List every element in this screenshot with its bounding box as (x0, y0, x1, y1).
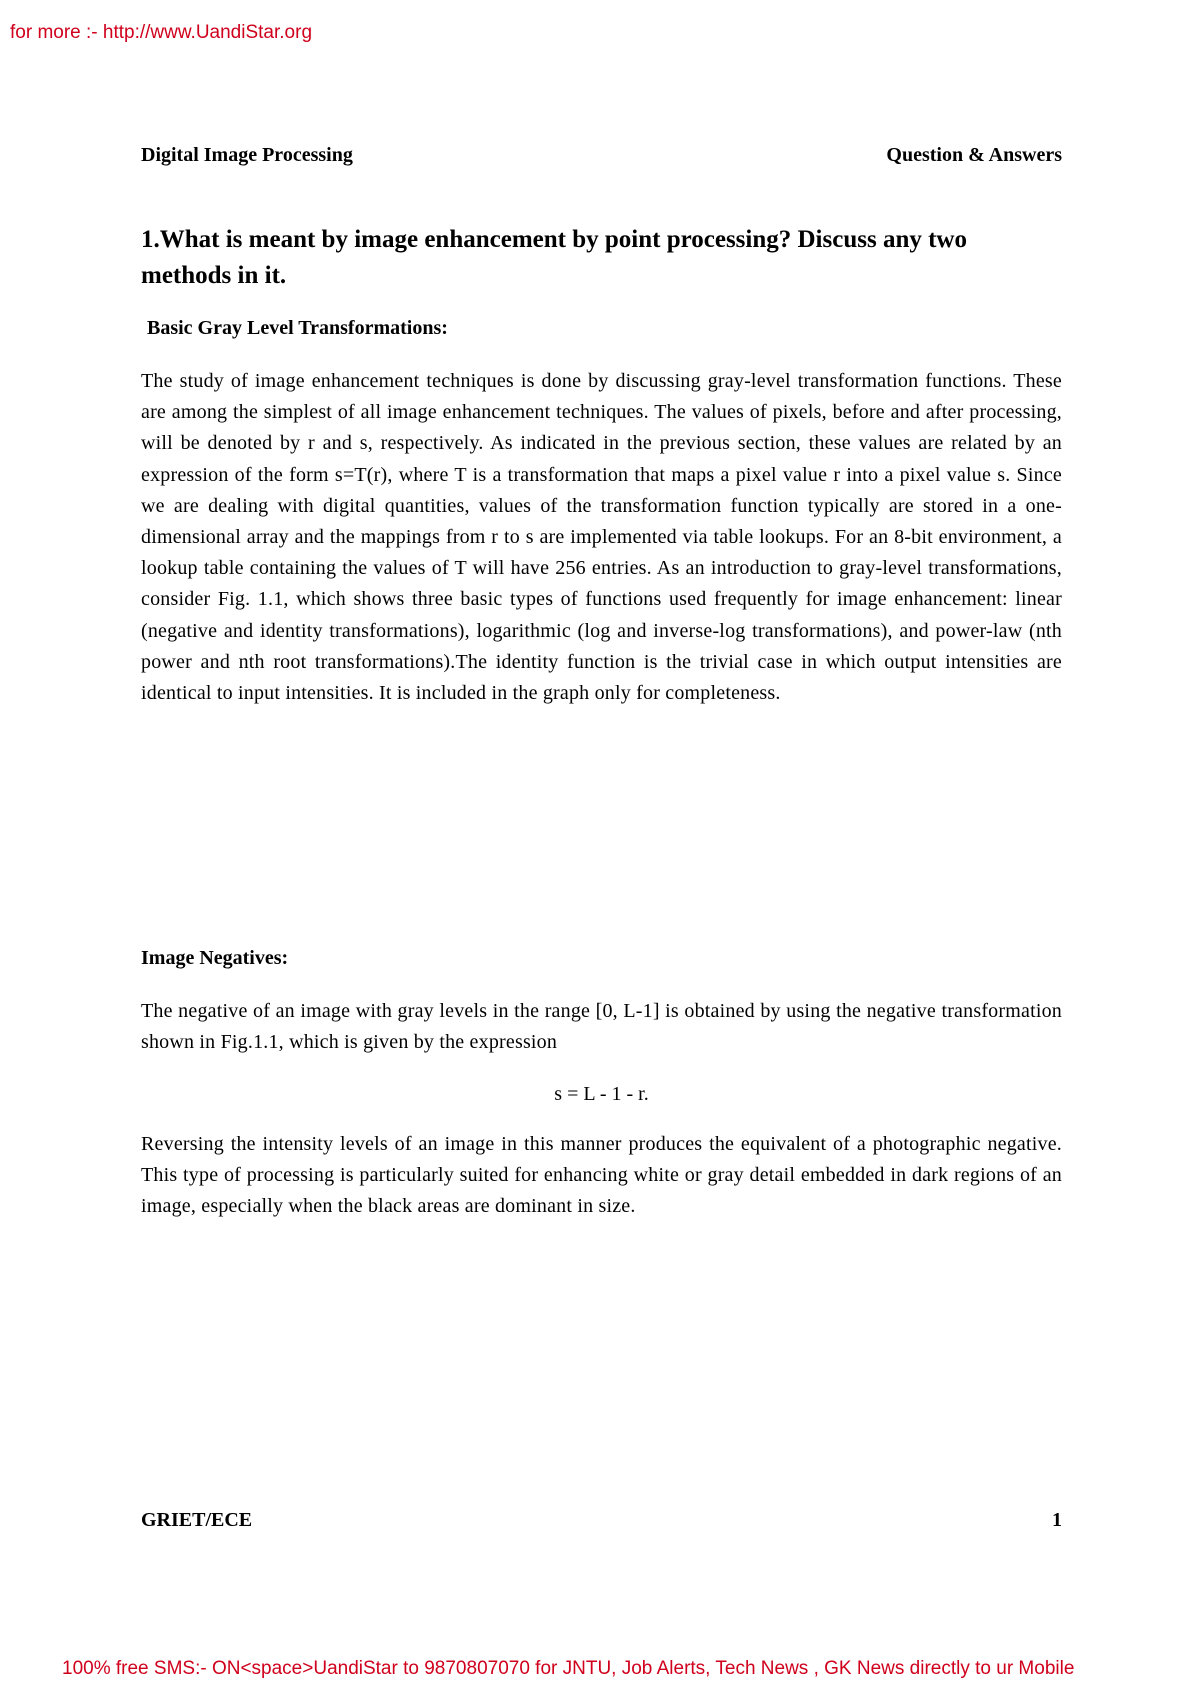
paragraph-negatives-intro: The negative of an image with gray levels in the range [0, L-1] is obtained by using the negative transformation shown in Fig.1.1, which is given by the expression (141, 1000, 1062, 1054)
paragraph-basic-gray-level: The study of image enhancement techniques is done by discussing gray-level transformation functions. These are among the simplest of all image enhancement techniques. The values of pixels, before and after processing, will be denoted by r and s, respectively. As indicated in the previous section, these values are related by an expression of the form s=T(r), where T is a transformation that maps a pixel value r into a pixel value s. Since we are dealing with digital quantities, values of the transformation function typically are stored in a one-dimensional array and the mappings from r to s are implemented via table lookups. For an 8-bit environment, a lookup table containing the values of T will have 256 entries. As an introduction to gray-level transformations, consider Fig. 1.1, which shows three basic types of functions used frequently for image enhancement: linear (negative and identity transformations), logarithmic (log and inverse-log transformations), and power-law (nth power and nth root transformations).The identity function is the trivial case in which output intensities are identical to input intensities. It is included in the graph only for completeness. (141, 370, 1062, 705)
header-course-title: Digital Image Processing (141, 144, 353, 166)
section-heading-basic-gray-level: Basic Gray Level Transformations: (147, 317, 448, 339)
sms-promo-banner: 100% free SMS:- ON<space>UandiStar to 9870807070 for JNTU, Job Alerts, Tech News , GK News directly to ur Mobile (62, 1658, 1075, 1679)
running-header (141, 143, 1062, 167)
question-heading: 1.What is meant by image enhancement by point processing? Discuss any two methods in it. (141, 226, 967, 289)
footer-page-number: 1 (1052, 1509, 1062, 1531)
footer-institution: GRIET/ECE (141, 1509, 253, 1531)
site-link[interactable]: for more :- http://www.UandiStar.org (10, 22, 313, 43)
header-doc-type: Question & Answers (886, 144, 1062, 166)
negative-equation: s = L - 1 - r. (554, 1083, 649, 1105)
paragraph-negatives-body: Reversing the intensity levels of an image in this manner produces the equivalent of a photographic negative. This type of processing is particularly suited for enhancing white or gray detail embedded in dark regions of an image, especially when the black areas are dominant in size. (141, 1133, 1062, 1218)
running-footer (141, 1508, 1062, 1532)
section-heading-image-negatives: Image Negatives: (141, 947, 289, 969)
